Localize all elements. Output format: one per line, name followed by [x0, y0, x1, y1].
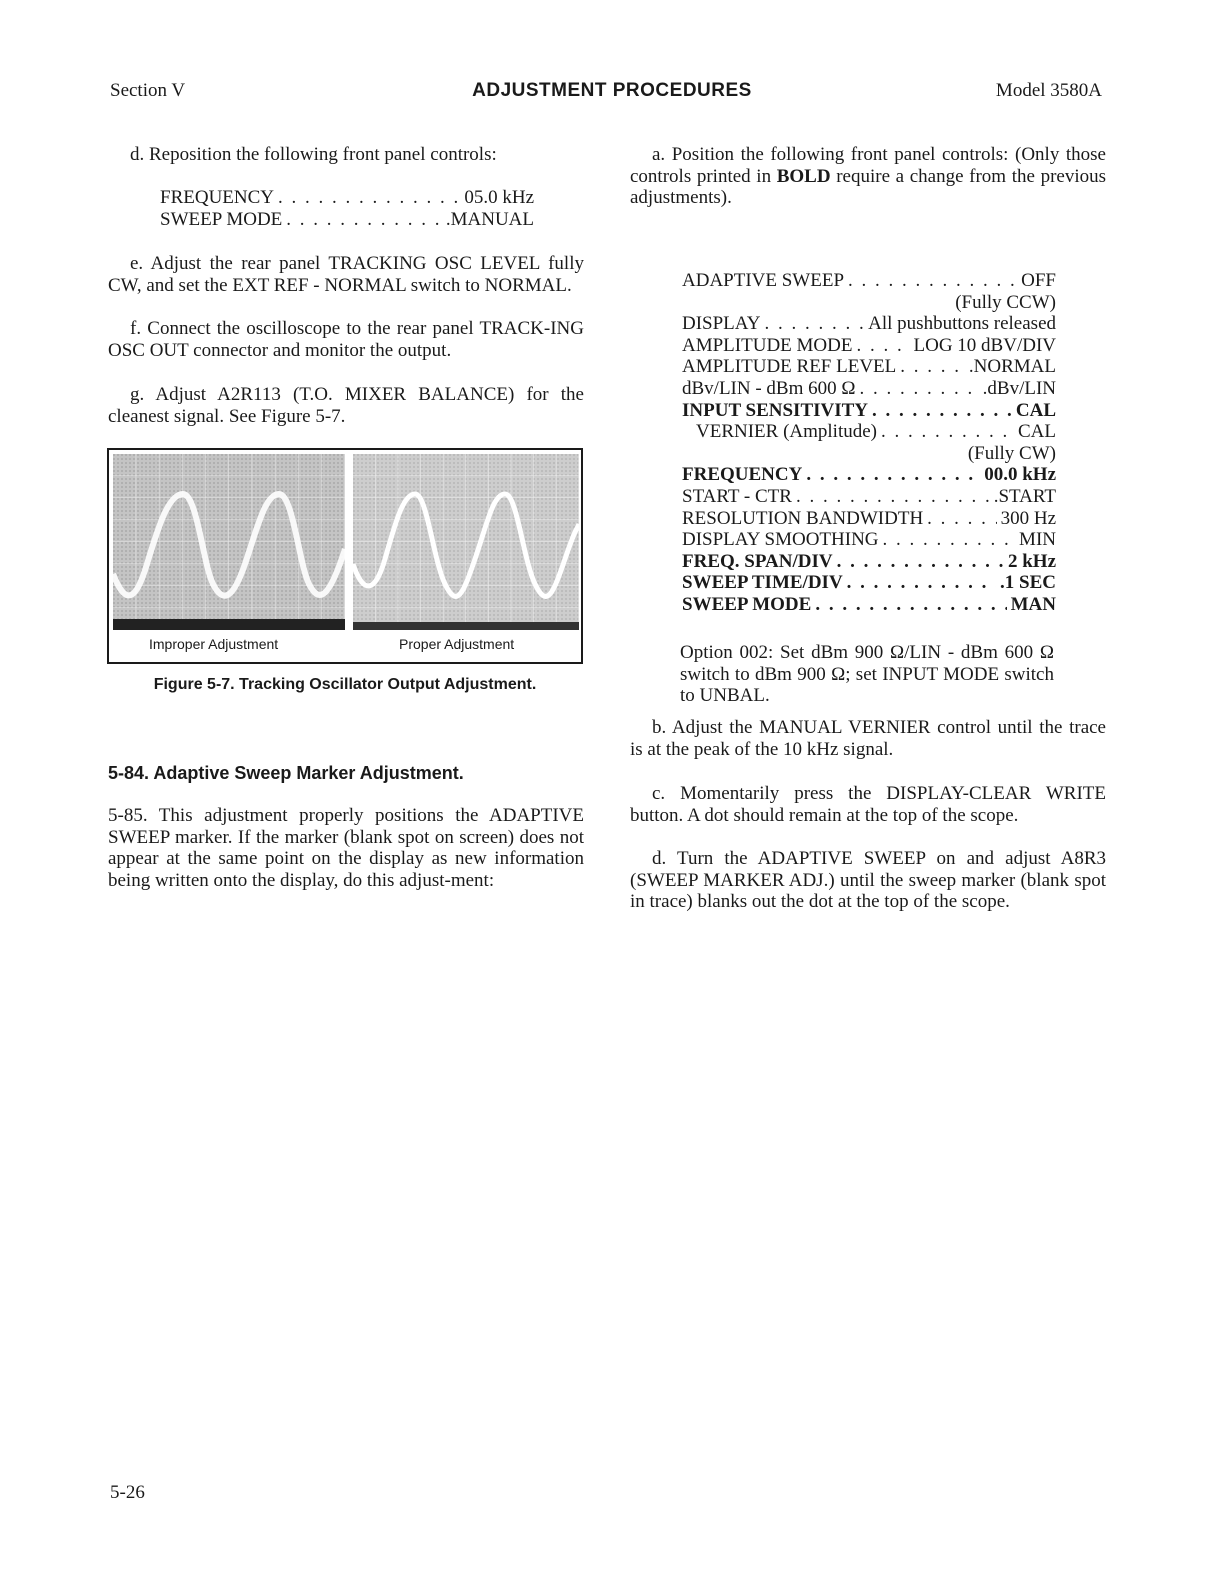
setting-value: CAL: [1015, 399, 1056, 421]
leader-dots: [815, 594, 1006, 616]
setting-note: (Fully CW): [967, 442, 1056, 464]
setting-note: (Fully CCW): [955, 291, 1056, 313]
settings-list: [682, 270, 1056, 616]
setting-name: AMPLITUDE MODE: [682, 334, 853, 356]
setting-value: .START: [993, 485, 1056, 507]
leader-dots: [860, 378, 979, 400]
setting-value: All pushbuttons released: [868, 313, 1056, 335]
setting-name: ADAPTIVE SWEEP: [682, 270, 845, 291]
setting-name: dBv/LIN - dBm 600 Ω: [682, 377, 856, 399]
option-002-note: Option 002: Set dBm 900 Ω/LIN - dBm 600 Ω switch to dBm 900 Ω; set INPUT MODE switch to UNBAL.: [680, 642, 1054, 707]
setting-name: START - CTR: [682, 485, 792, 507]
leader-dots: [837, 551, 1004, 573]
step-d-settings: [160, 187, 534, 230]
figure-caption: Figure 5-7. Tracking Oscillator Output Adjustment.: [153, 676, 537, 693]
step-f: f. Connect the oscilloscope to the rear panel TRACK-ING OSC OUT connector and monitor the output.: [108, 318, 584, 361]
model-label: Model 3580A: [995, 80, 1102, 101]
leader-dots: [806, 464, 980, 486]
setting-row: [682, 335, 1056, 357]
setting-row: [682, 594, 1056, 616]
step-d-text: d. Reposition the following front panel controls:: [130, 144, 497, 165]
section-heading: 5-84. Adaptive Sweep Marker Adjustment.: [108, 763, 464, 783]
setting-name: SWEEP TIME/DIV: [682, 572, 843, 594]
step-a-bold: BOLD: [776, 165, 831, 187]
step-b: b. Adjust the MANUAL VERNIER control until the trace is at the peak of the 10 kHz signal.: [630, 717, 1106, 760]
leader-dots: [848, 270, 1017, 292]
setting-value: MAN: [1010, 593, 1056, 615]
setting-name: FREQUENCY: [682, 464, 803, 486]
step-a-prefix: a. Position the following front panel controls: (Only those controls printed in: [630, 144, 1106, 187]
setting-row: [682, 313, 1056, 335]
section-label: Section V: [110, 80, 186, 101]
setting-name: FREQUENCY: [160, 187, 275, 208]
setting-name: DISPLAY: [682, 313, 761, 335]
setting-value: 00.0 kHz: [984, 464, 1056, 486]
setting-value: 300 Hz: [1000, 507, 1056, 529]
page-number: 5-26: [110, 1482, 145, 1503]
leader-dots: [900, 356, 965, 378]
setting-name: FREQ. SPAN/DIV: [682, 550, 833, 572]
setting-name: INPUT SENSITIVITY: [682, 399, 869, 421]
proper-label: Proper Adjustment: [399, 636, 515, 652]
setting-row: [682, 486, 1056, 508]
setting-row: [160, 209, 534, 231]
leader-dots: [927, 508, 996, 530]
step-a: [630, 144, 1106, 209]
setting-value: .MANUAL: [445, 208, 534, 230]
setting-name: SWEEP MODE: [682, 593, 812, 615]
setting-row: [682, 551, 1056, 573]
step-g: g. Adjust A2R113 (T.O. MIXER BALANCE) for the cleanest signal. See Figure 5-7.: [108, 384, 584, 427]
leader-dots: [856, 335, 909, 357]
scope-image-improper: [113, 454, 345, 630]
step-e: e. Adjust the rear panel TRACKING OSC LEVEL fully CW, and set the EXT REF - NORMAL switch to NORMAL.: [108, 253, 584, 296]
step-a-suffix: require a change from the previous adjustments).: [630, 165, 1106, 209]
page-title: ADJUSTMENT PROCEDURES: [472, 80, 752, 101]
setting-value: 2 kHz: [1007, 550, 1056, 572]
step-d-right: d. Turn the ADAPTIVE SWEEP on and adjust A8R3 (SWEEP MARKER ADJ.) until the sweep marker (blank spot in trace) blanks out the dot at the top of the scope.: [630, 848, 1106, 913]
setting-row: [682, 356, 1056, 378]
scope-trace-improper: [113, 454, 345, 630]
setting-row: [682, 378, 1056, 400]
setting-value: .1 SEC: [1000, 572, 1056, 594]
setting-value: OFF: [1021, 270, 1056, 291]
para-5-85: 5-85. This adjustment properly positions the ADAPTIVE SWEEP marker. If the marker (blank spot on screen) does not appear at the same point on the display as new information being written onto the display, do this adjust-ment:: [108, 805, 584, 891]
leader-dots: [883, 529, 1016, 551]
setting-name: AMPLITUDE REF LEVEL: [682, 356, 897, 378]
setting-row: [682, 421, 1056, 443]
step-c: c. Momentarily press the DISPLAY-CLEAR WRITE button. A dot should remain at the top of the scope.: [630, 783, 1106, 826]
setting-row: [682, 270, 1056, 292]
setting-name: RESOLUTION BANDWIDTH: [682, 507, 924, 529]
improper-label: Improper Adjustment: [149, 636, 279, 652]
scope-trace-proper: [353, 454, 579, 630]
leader-dots: [872, 400, 1012, 422]
setting-value: .dBv/LIN: [982, 377, 1056, 399]
setting-row: [682, 508, 1056, 530]
figure-5-7: [107, 448, 583, 664]
setting-row: [160, 187, 534, 209]
leader-dots: [847, 572, 996, 594]
setting-value: LOG 10 dBV/DIV: [913, 334, 1056, 356]
setting-name: DISPLAY SMOOTHING: [682, 529, 879, 551]
setting-name: VERNIER (Amplitude): [696, 421, 878, 443]
leader-dots: [881, 421, 1014, 443]
setting-row: [682, 464, 1056, 486]
setting-value: MIN: [1019, 529, 1056, 551]
setting-value: 05.0 kHz: [464, 187, 534, 208]
setting-value: .NORMAL: [968, 356, 1056, 378]
setting-row: [682, 400, 1056, 422]
setting-row: [682, 572, 1056, 594]
setting-name: SWEEP MODE: [160, 208, 283, 230]
leader-dots: [278, 187, 460, 209]
setting-row: [682, 529, 1056, 551]
scope-image-proper: [353, 454, 579, 630]
leader-dots: [286, 209, 442, 231]
leader-dots: [796, 486, 990, 508]
leader-dots: [765, 313, 865, 335]
setting-value: CAL: [1018, 421, 1056, 443]
